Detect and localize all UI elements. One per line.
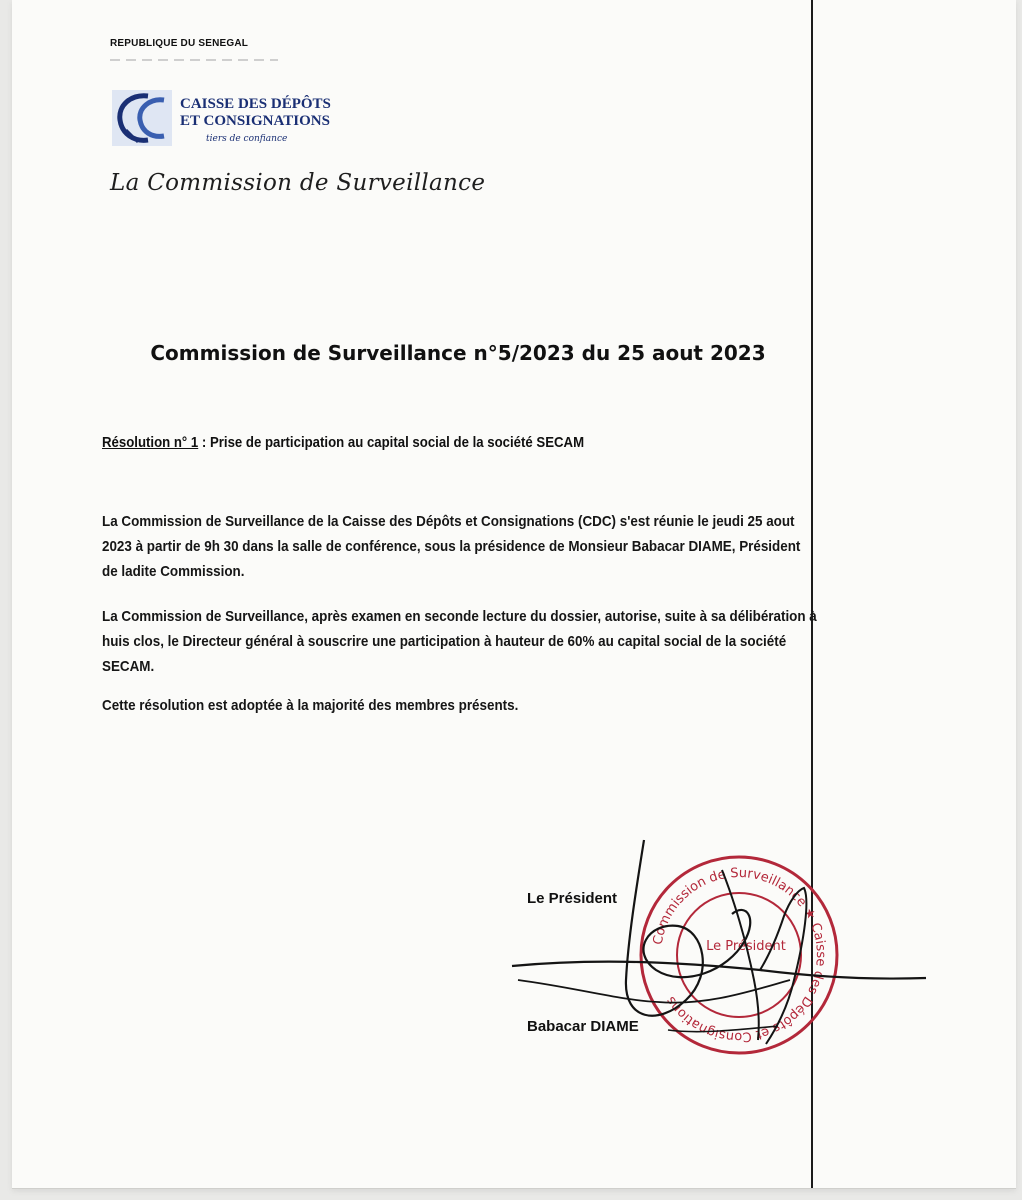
signatory-name: Babacar DIAME <box>527 1018 639 1035</box>
commission-heading: La Commission de Surveillance <box>110 170 486 196</box>
resolution-heading <box>102 434 584 451</box>
handwritten-signature <box>508 830 928 1060</box>
resolution-subject: Prise de participation au capital social de la société SECAM <box>209 434 585 451</box>
document-page <box>12 0 1016 1189</box>
cdc-logo-icon <box>108 86 176 148</box>
signatory-title: Le Président <box>527 890 618 907</box>
organization-name-line1: CAISSE DES DÉPÔTS <box>180 96 331 112</box>
paragraph-meeting: La Commission de Surveillance de la Caisse des Dépôts et Consignations (CDC) s'est réunie le jeudi 25 aout 2023 à partir de 9h 30 dans la salle de conférence, sous la présidence de Monsieur Babacar DIAME, Président de ladite Commission. <box>102 513 801 580</box>
resolution-label: Résolution n° 1 <box>102 434 199 451</box>
organization-motto: tiers de confiance <box>206 134 288 144</box>
organization-name <box>180 96 331 130</box>
paragraph-decision: La Commission de Surveillance, après examen en seconde lecture du dossier, autorise, suite à sa délibération à huis clos, le Directeur général à souscrire une participation à hauteur de 60% au capital social de la société SECAM. <box>102 608 817 675</box>
stamp-ring-text: Commission de Surveillance ★ Caisse des Dépôts et Consignations <box>650 865 829 1045</box>
republic-heading: REPUBLIQUE DU SENEGAL <box>110 38 249 49</box>
document-title: Commission de Surveillance n°5/2023 du 25 aout 2023 <box>150 341 766 365</box>
stamp-center-text: Le Président <box>706 939 786 954</box>
paragraph-adoption: Cette résolution est adoptée à la majorité des membres présents. <box>102 697 519 714</box>
resolution-separator: : <box>198 434 210 451</box>
republic-motto-faint <box>110 56 280 64</box>
organization-name-line2: ET CONSIGNATIONS <box>180 113 330 129</box>
